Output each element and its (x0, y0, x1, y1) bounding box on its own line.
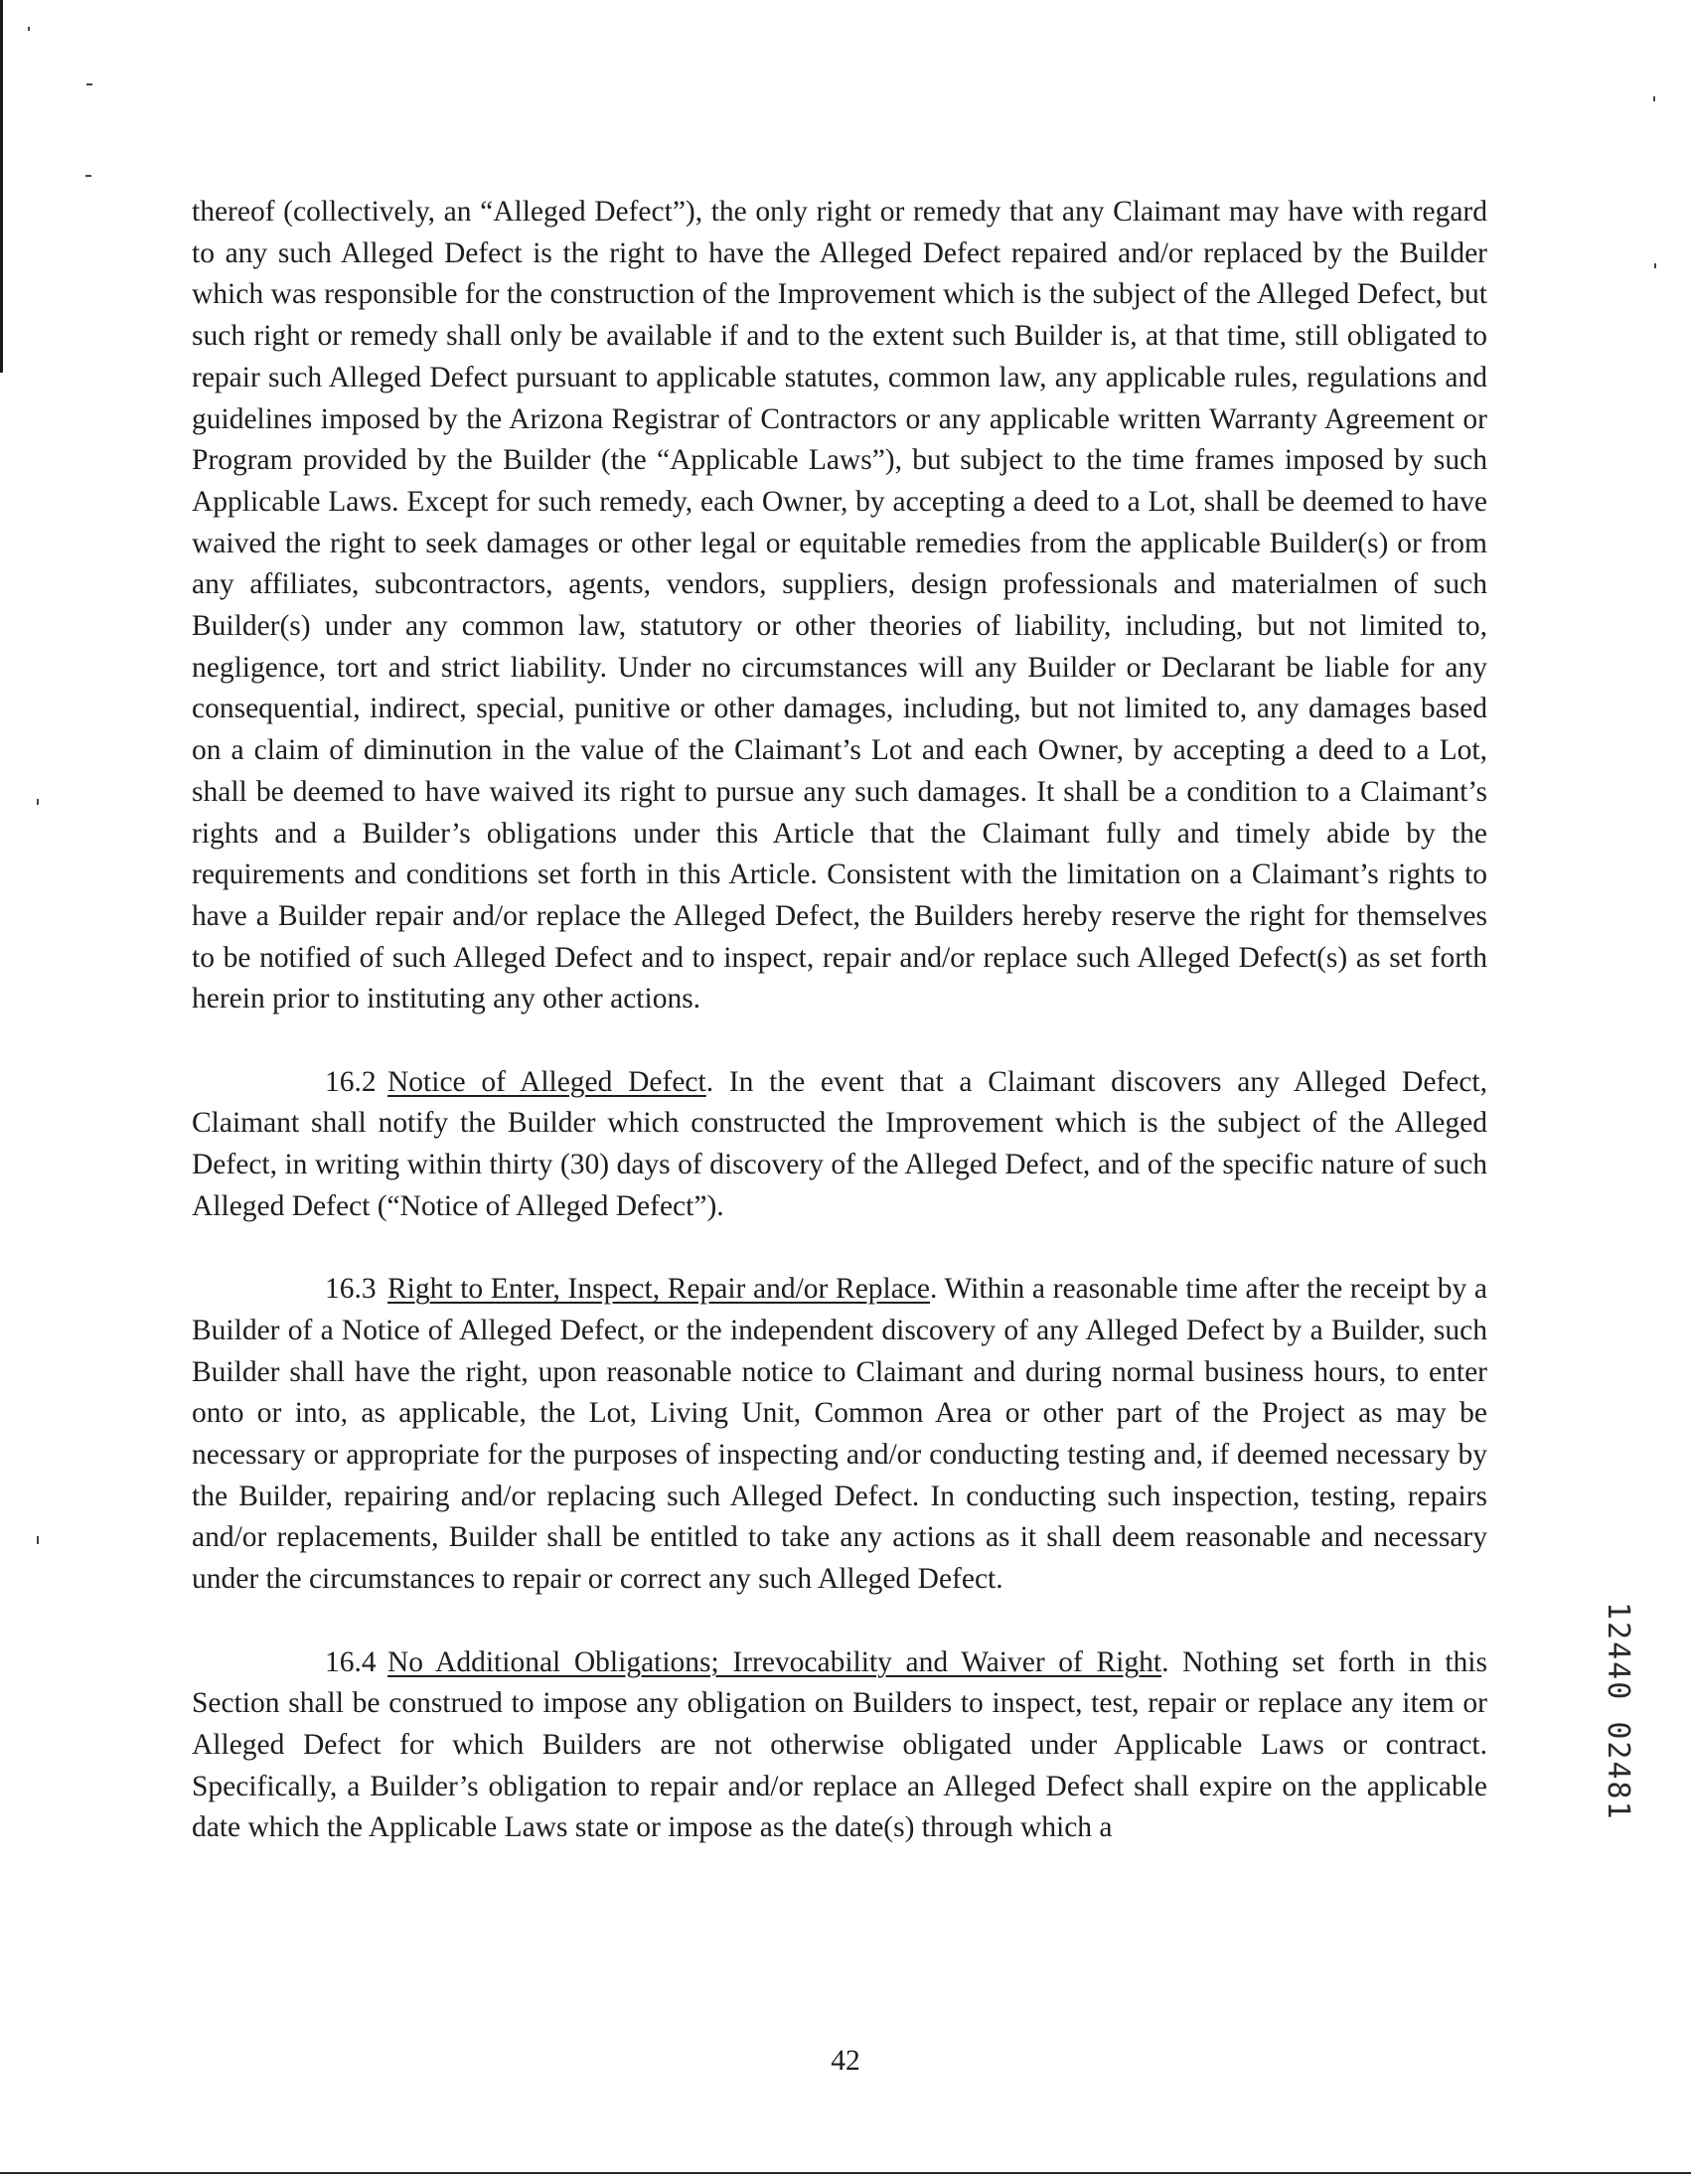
section-16-4 (192, 1642, 1487, 1850)
scan-left-edge (0, 0, 3, 373)
scan-speck (1654, 263, 1656, 268)
scan-speck (37, 799, 39, 805)
section-heading: Right to Enter, Inspect, Repair and/or Replace (387, 1273, 931, 1306)
section-text: . Within a reasonable time after the receipt by a Builder of a Notice of Alleged Defect, or the independent discovery of any Alleged Defect by a Builder, such Builder shall have the right, upon reasonable notice to Claimant and during normal business hours, to enter onto or into, as applicable, the Lot, Living Unit, Common Area or other part of the Project as may be necessary or appropriate for the purposes of inspecting and/or conducting testing and, if deemed necessary by the Builder, repairing and/or replacing such Alleged Defect. In conducting such inspection, testing, repairs and/or replacements, Builder shall be entitled to take any actions as it shall deem reasonable and necessary under the circumstances to repair or correct any such Alleged Defect. (192, 1273, 1487, 1596)
section-16-3 (192, 1269, 1487, 1601)
bottom-rule (0, 2172, 1691, 2174)
body-text (192, 192, 1487, 1849)
scan-speck (28, 27, 30, 31)
section-text: . Nothing set forth in this Section shall be construed to impose any obligation on Builders to inspect, test, repair or replace any item or Alleged Defect for which Builders are not otherwise obligated under Applicable Laws or contract. Specifically, a Builder’s obligation to repair and/or replace an Alleged Defect shall expire on the applicable date which the Applicable Laws state or impose as the date(s) through which a (192, 1645, 1487, 1844)
section-16-2 (192, 1062, 1487, 1228)
section-heading: Notice of Alleged Defect (387, 1065, 706, 1098)
scan-speck (37, 1536, 39, 1544)
page-number: 42 (831, 2045, 860, 2077)
section-number: 16.4 (325, 1645, 377, 1678)
section-number: 16.3 (325, 1273, 377, 1306)
section-number: 16.2 (325, 1065, 377, 1098)
scan-speck (86, 83, 92, 85)
section-heading: No Additional Obligations; Irrevocability and Waiver of Right (387, 1645, 1162, 1678)
scan-speck (85, 175, 91, 177)
intro-paragraph: thereof (collectively, an “Alleged Defect”), the only right or remedy that any Claimant may have with regard to any such Alleged Defect is the right to have the Alleged Defect repaired and/or replaced by the Builder which was responsible for the construction of the Improvement which is the subject of the Alleged Defect, but such right or remedy shall only be available if and to the extent such Builder is, at that time, still obligated to repair such Alleged Defect pursuant to applicable statutes, common law, any applicable rules, regulations and guidelines imposed by the Arizona Registrar of Contractors or any applicable written Warranty Agreement or Program provided by the Builder (the “Applicable Laws”), but subject to the time frames imposed by such Applicable Laws. Except for such remedy, each Owner, by accepting a deed to a Lot, shall be deemed to have waived the right to seek damages or other legal or equitable remedies from the applicable Builder(s) or from any affiliates, subcontractors, agents, vendors, suppliers, design professionals and materialmen of such Builder(s) under any common law, statutory or other theories of liability, including, but not limited to, negligence, tort and strict liability. Under no circumstances will any Builder or Declarant be liable for any consequential, indirect, special, punitive or other damages, including, but not limited to, any damages based on a claim of diminution in the value of the Claimant’s Lot and each Owner, by accepting a deed to a Lot, shall be deemed to have waived its right to pursue any such damages. It shall be a condition to a Claimant’s rights and a Builder’s obligations under this Article that the Claimant fully and timely abide by the requirements and conditions set forth in this Article. Consistent with the limitation on a Claimant’s rights to have a Builder repair and/or replace the Alleged Defect, the Builders hereby reserve the right for themselves to be notified of such Alleged Defect and to inspect, repair and/or replace such Alleged Defect(s) as set forth herein prior to instituting any other actions. (192, 196, 1487, 1015)
section-text: . In the event that a Claimant discovers any Alleged Defect, Claimant shall notify the Builder which constructed the Improvement which is the subject of the Alleged Defect, in writing within thirty (30) days of discovery of the Alleged Defect, and of the specific nature of such Alleged Defect (“Notice of Alleged Defect”). (192, 1065, 1488, 1222)
scan-speck (1653, 96, 1655, 101)
recording-stamp: 12440 02481 (1601, 1602, 1635, 1821)
